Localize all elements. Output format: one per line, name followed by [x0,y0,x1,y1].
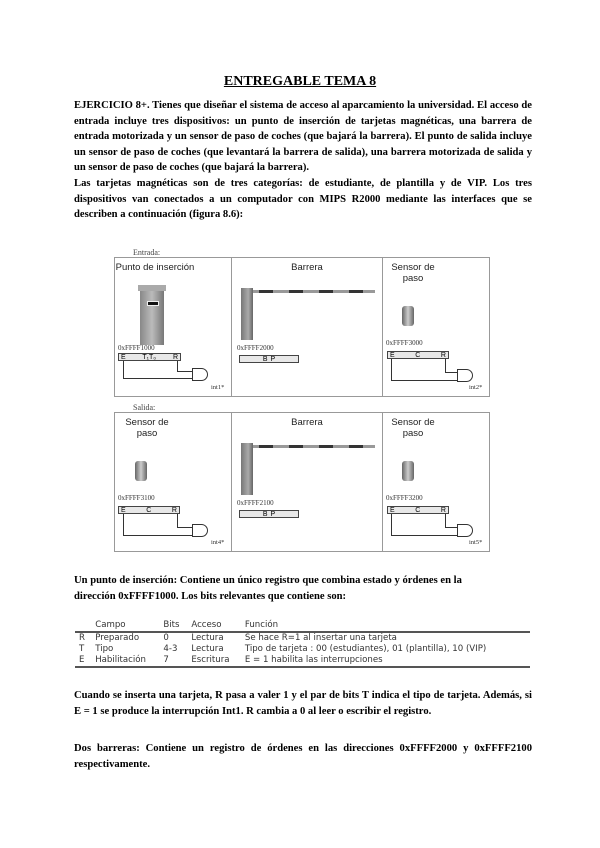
table-header-row [75,619,530,632]
register-bits [387,351,449,359]
panel-sensor-paso [115,413,232,551]
cell: 4-3 [163,644,178,654]
bit-e: E [121,354,126,361]
panel-title: Punto de inserción [115,262,195,273]
barrier-post-icon [241,288,253,340]
register-address: 0xFFFF1000 [118,344,155,352]
column-header-funcion: Función [241,619,530,632]
bit-r: R [440,507,446,514]
sensor-icon [402,306,414,326]
wire [177,514,192,528]
card-reader-icon [140,289,164,345]
figure-salida-label: Salida: [133,403,156,412]
cell: Escritura [187,655,241,667]
barrier-post-icon [241,443,253,495]
register-bits-table [75,619,530,668]
barreras-text: Dos barreras: Contiene un registro de órdenes en las direcciones 0xFFFF2000 y 0xFFFF2100 respectivamente. [74,743,532,770]
table-row [75,655,530,667]
bit-p: P [270,511,276,518]
register-bits [118,353,181,361]
cuando-text: Cuando se inserta una tarjeta, R pasa a valer 1 y el par de bits T indica el tipo de tarjeta. Además, si E = 1 se produce la interrupción Int1. R cambia a 0 al leer o escribir el registro. [74,690,532,717]
intro-paragraph-2: Las tarjetas magnéticas son de tres categorías: de estudiante, de plantilla y de VIP. Los tres dispositivos van conectados a un computador con MIPS R2000 mediante las interfaces que se describen a continuación (figura 8.6): [74,177,532,221]
register-bits [239,355,299,363]
bit-c: C [146,507,152,514]
bits-t: T₁T₀ [142,354,157,361]
bit-p: P [270,356,276,363]
panel-sensor-paso [383,258,489,396]
register-address: 0xFFFF2100 [237,499,274,507]
panel-sensor-paso [383,413,489,551]
bit-r: R [171,507,177,514]
interrupt-label: int5* [469,539,483,546]
bit-r: R [440,352,446,359]
bit-b: B [262,511,268,518]
cell: Tipo de tarjeta : 00 (estudiantes), 01 (plantilla), 10 (VIP) [244,644,487,654]
cell: E = 1 habilita las interrupciones [241,655,530,667]
cell: R [79,633,85,643]
and-gate-icon [192,368,208,381]
cell: Tipo [95,644,114,654]
register-bits [387,506,449,514]
cell: Se hace R=1 al insertar una tarjeta [244,633,397,643]
register-bits [239,510,299,518]
and-gate-icon [192,524,208,537]
bit-e: E [390,352,395,359]
cell: Lectura [191,633,224,643]
column-header-acceso: Acceso [187,619,241,632]
sensor-icon [402,461,414,481]
register-address: 0xFFFF3200 [386,494,423,502]
cell: E [75,655,91,667]
and-gate-icon [457,369,473,382]
register-address: 0xFFFF2000 [237,344,274,352]
cell: 0 [163,633,169,643]
sensor-icon [135,461,147,481]
table-row [75,644,530,655]
figure-entrada [114,257,490,397]
panel-title: Sensor de paso [391,262,435,284]
bit-e: E [121,507,126,514]
panel-title: Barrera [291,262,323,273]
register-address: 0xFFFF3000 [386,339,423,347]
cell: T [79,644,85,654]
cell: 7 [159,655,187,667]
cell: Preparado [95,633,140,643]
figure-entrada-label: Entrada: [133,248,161,257]
bit-b: B [262,356,268,363]
bit-c: C [415,507,421,514]
cell: Lectura [191,644,224,654]
intro-paragraph-1: EJERCICIO 8+. Tienes que diseñar el sistema de acceso al aparcamiento la universidad. El acceso de entrada incluye tres dispositivos: un punto de inserción de tarjetas magnéticas, una barrera de entrada motorizada y un sensor de paso de coches (que bajará la barrera). El punto de salida incluye un sensor de paso de coches (que levantará la barrera de salida), una barrera motorizada de salida y un sensor de paso de coches (que bajará la barrera). [74,100,532,174]
and-gate-icon [457,524,473,537]
interrupt-label: int4* [211,539,225,546]
barrier-arm-icon [253,445,375,448]
panel-barrera [232,258,383,396]
panel-punto-insercion [115,258,232,396]
panel-title: Sensor de paso [391,417,435,439]
table-row [75,632,530,644]
column-header-campo: Campo [91,619,159,632]
document-title: ENTREGABLE TEMA 8 [223,74,377,89]
column-header-bits: Bits [159,619,187,632]
interrupt-label: int1* [211,384,225,391]
bit-c: C [415,352,421,359]
panel-title: Sensor de paso [125,417,169,439]
cell: Habilitación [91,655,159,667]
wire [177,361,192,372]
register-bits [118,506,180,514]
barrier-arm-icon [253,290,375,293]
bit-r: R [172,354,178,361]
bit-e: E [390,507,395,514]
exercise-intro [74,98,532,223]
punto-insercion-text: Un punto de inserción: Contiene un único registro que combina estado y órdenes en la dirección 0xFFFF1000. Los bits relevantes que contiene son: [74,575,462,602]
panel-barrera [232,413,383,551]
interrupt-label: int2* [469,384,483,391]
register-address: 0xFFFF3100 [118,494,155,502]
figure-salida [114,412,490,552]
column-header [75,619,91,632]
panel-title: Barrera [291,417,323,428]
